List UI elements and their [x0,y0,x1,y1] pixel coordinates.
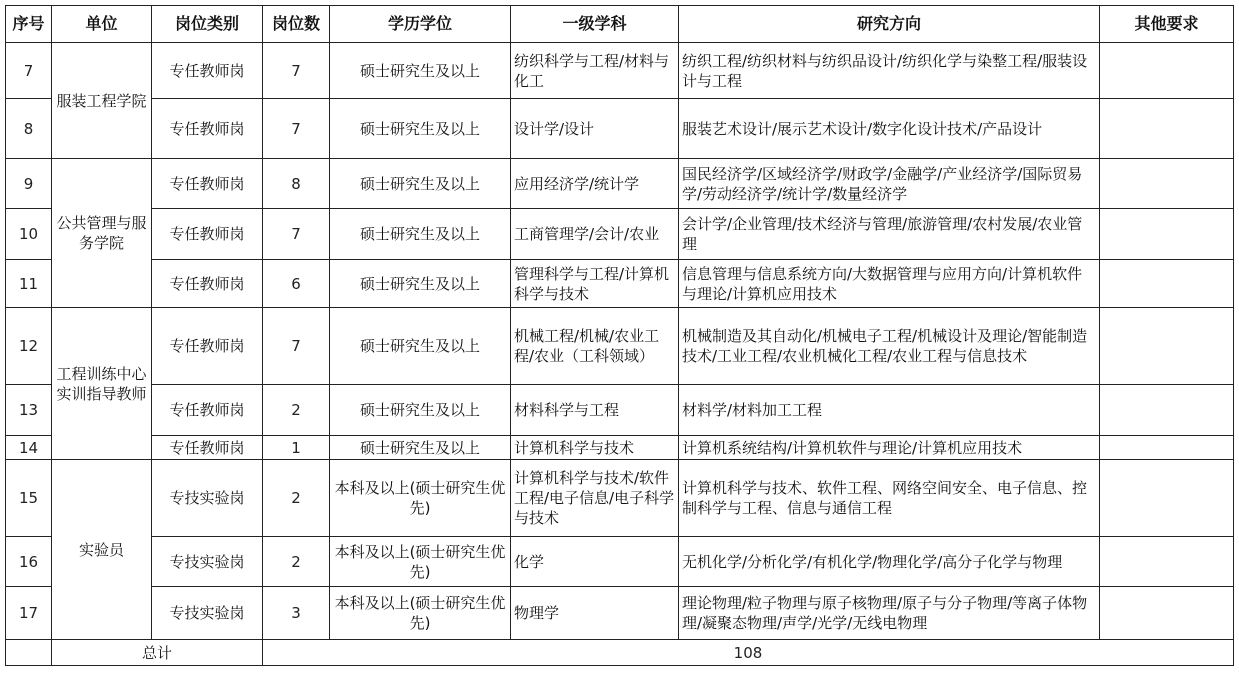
discipline-cell: 设计学/设计 [511,99,679,159]
degree-cell: 硕士研究生及以上 [330,209,511,260]
discipline-cell: 纺织科学与工程/材料与化工 [511,43,679,99]
discipline-cell: 管理科学与工程/计算机科学与技术 [511,260,679,308]
count-cell: 3 [263,587,330,640]
degree-cell: 硕士研究生及以上 [330,159,511,209]
table-row [6,308,1234,385]
table-row [6,43,1234,99]
discipline-cell: 物理学 [511,587,679,640]
degree-cell: 硕士研究生及以上 [330,385,511,436]
row-no: 7 [6,43,52,99]
degree-cell: 硕士研究生及以上 [330,43,511,99]
research-cell: 无机化学/分析化学/有机化学/物理化学/高分子化学与物理 [679,537,1100,587]
discipline-cell: 材料科学与工程 [511,385,679,436]
research-cell: 计算机科学与技术、软件工程、网络空间安全、电子信息、控制科学与工程、信息与通信工程 [679,460,1100,537]
research-cell: 计算机系统结构/计算机软件与理论/计算机应用技术 [679,436,1100,460]
row-no: 9 [6,159,52,209]
table-row [6,209,1234,260]
table-row [6,385,1234,436]
header-research: 研究方向 [679,6,1100,43]
count-cell: 1 [263,436,330,460]
table-row [6,436,1234,460]
research-cell: 理论物理/粒子物理与原子核物理/原子与分子物理/等离子体物理/凝聚态物理/声学/光学/无线电物理 [679,587,1100,640]
table-row [6,460,1234,537]
unit-cell: 服装工程学院 [52,43,152,159]
category-cell: 专技实验岗 [152,537,263,587]
degree-cell: 本科及以上(硕士研究生优先) [330,537,511,587]
other-cell [1100,159,1234,209]
other-cell [1100,308,1234,385]
category-cell: 专任教师岗 [152,436,263,460]
category-cell: 专任教师岗 [152,99,263,159]
row-no: 12 [6,308,52,385]
header-degree: 学历学位 [330,6,511,43]
degree-cell: 硕士研究生及以上 [330,99,511,159]
total-label: 总计 [52,640,263,666]
other-cell [1100,209,1234,260]
research-cell: 信息管理与信息系统方向/大数据管理与应用方向/计算机软件与理论/计算机应用技术 [679,260,1100,308]
unit-cell: 工程训练中心实训指导教师 [52,308,152,460]
unit-cell: 公共管理与服务学院 [52,159,152,308]
category-cell: 专技实验岗 [152,460,263,537]
research-cell: 会计学/企业管理/技术经济与管理/旅游管理/农村发展/农业管理 [679,209,1100,260]
research-cell: 纺织工程/纺织材料与纺织品设计/纺织化学与染整工程/服装设计与工程 [679,43,1100,99]
recruitment-table [5,5,1234,666]
other-cell [1100,436,1234,460]
other-cell [1100,99,1234,159]
header-row [6,6,1234,43]
row-no: 17 [6,587,52,640]
category-cell: 专任教师岗 [152,159,263,209]
count-cell: 7 [263,308,330,385]
count-cell: 7 [263,43,330,99]
count-cell: 6 [263,260,330,308]
row-no: 11 [6,260,52,308]
discipline-cell: 机械工程/机械/农业工程/农业（工科领域） [511,308,679,385]
research-cell: 服装艺术设计/展示艺术设计/数字化设计技术/产品设计 [679,99,1100,159]
discipline-cell: 工商管理学/会计/农业 [511,209,679,260]
unit-cell: 实验员 [52,460,152,640]
count-cell: 7 [263,209,330,260]
other-cell [1100,587,1234,640]
other-cell [1100,460,1234,537]
other-cell [1100,537,1234,587]
total-value: 108 [263,640,1234,666]
count-cell: 2 [263,537,330,587]
degree-cell: 硕士研究生及以上 [330,308,511,385]
category-cell: 专任教师岗 [152,385,263,436]
row-no: 14 [6,436,52,460]
header-unit: 单位 [52,6,152,43]
degree-cell: 硕士研究生及以上 [330,436,511,460]
count-cell: 7 [263,99,330,159]
header-no: 序号 [6,6,52,43]
row-no: 10 [6,209,52,260]
table-row [6,260,1234,308]
total-row [6,640,1234,666]
table-row [6,537,1234,587]
header-category: 岗位类别 [152,6,263,43]
category-cell: 专任教师岗 [152,308,263,385]
table-row [6,99,1234,159]
research-cell: 国民经济学/区域经济学/财政学/金融学/产业经济学/国际贸易学/劳动经济学/统计学/数量经济学 [679,159,1100,209]
degree-cell: 本科及以上(硕士研究生优先) [330,587,511,640]
table-row [6,587,1234,640]
count-cell: 8 [263,159,330,209]
row-no: 15 [6,460,52,537]
count-cell: 2 [263,460,330,537]
table-row [6,159,1234,209]
count-cell: 2 [263,385,330,436]
other-cell [1100,43,1234,99]
discipline-cell: 化学 [511,537,679,587]
category-cell: 专任教师岗 [152,43,263,99]
research-cell: 机械制造及其自动化/机械电子工程/机械设计及理论/智能制造技术/工业工程/农业机械化工程/农业工程与信息技术 [679,308,1100,385]
research-cell: 材料学/材料加工工程 [679,385,1100,436]
header-count: 岗位数 [263,6,330,43]
row-no: 13 [6,385,52,436]
total-blank-cell [6,640,52,666]
other-cell [1100,385,1234,436]
category-cell: 专技实验岗 [152,587,263,640]
discipline-cell: 计算机科学与技术/软件工程/电子信息/电子科学与技术 [511,460,679,537]
header-other: 其他要求 [1100,6,1234,43]
category-cell: 专任教师岗 [152,209,263,260]
discipline-cell: 应用经济学/统计学 [511,159,679,209]
row-no: 16 [6,537,52,587]
header-discipline: 一级学科 [511,6,679,43]
category-cell: 专任教师岗 [152,260,263,308]
other-cell [1100,260,1234,308]
discipline-cell: 计算机科学与技术 [511,436,679,460]
degree-cell: 本科及以上(硕士研究生优先) [330,460,511,537]
degree-cell: 硕士研究生及以上 [330,260,511,308]
row-no: 8 [6,99,52,159]
